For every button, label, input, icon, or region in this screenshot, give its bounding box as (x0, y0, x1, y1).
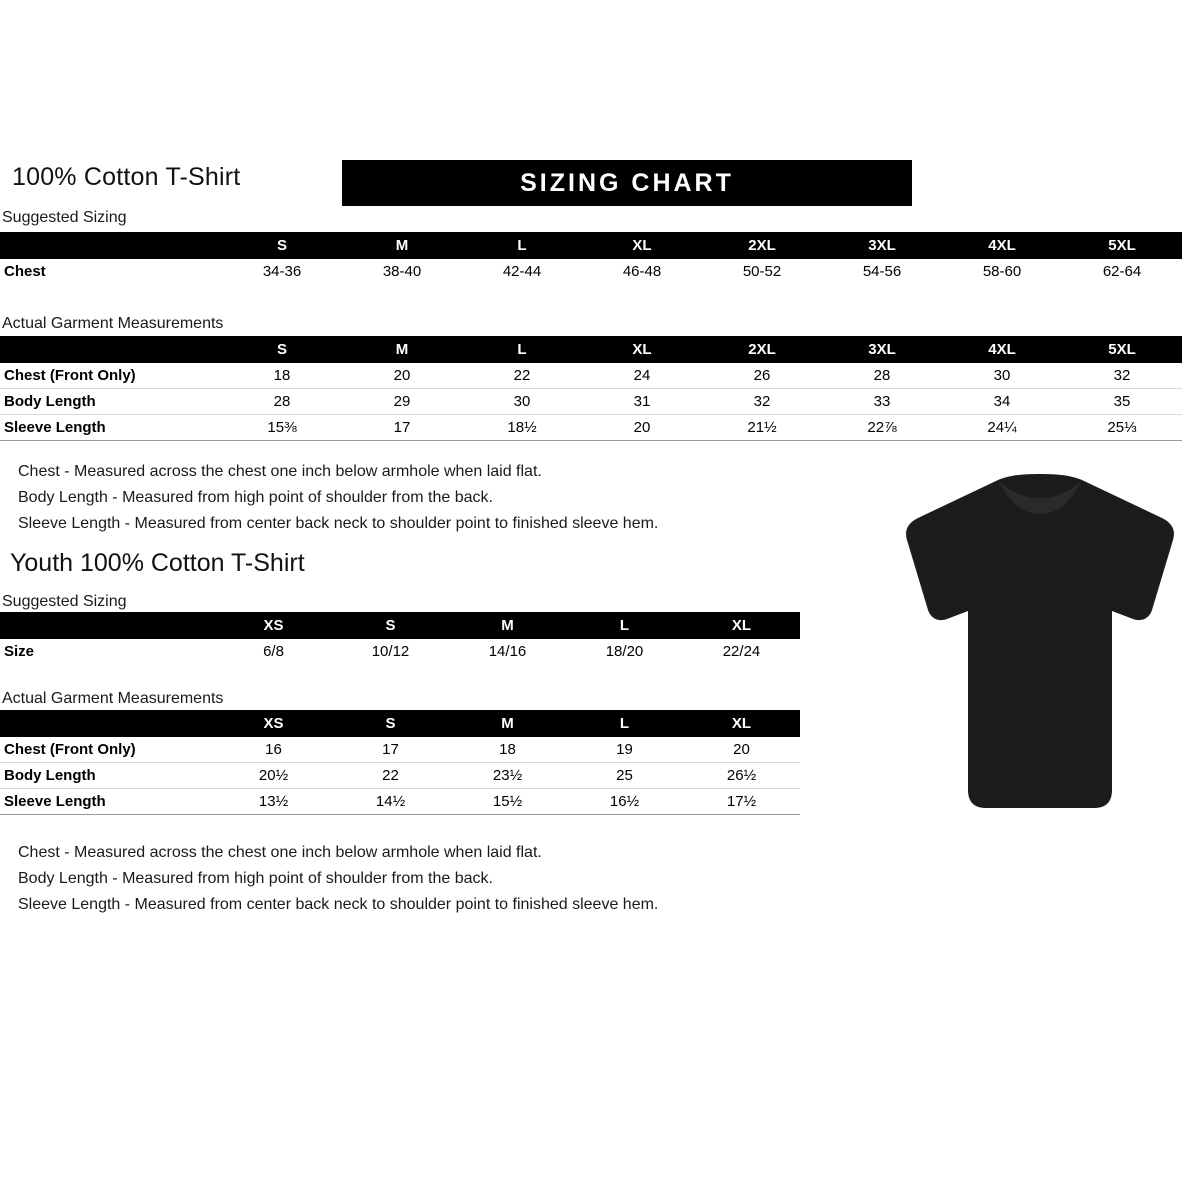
table-cell: 22⅞ (822, 415, 942, 441)
column-header: L (566, 612, 683, 639)
adult-suggested-sizing-table (0, 232, 1182, 284)
row-label: Chest (4, 263, 46, 280)
column-header: L (462, 336, 582, 363)
row-label: Sleeve Length (0, 789, 215, 815)
table-cell: 16½ (566, 789, 683, 815)
table-cell: 20 (683, 737, 800, 763)
row-label: Chest (Front Only) (0, 363, 222, 389)
table-cell: 30 (462, 389, 582, 415)
table-cell: 34-36 (262, 263, 302, 280)
column-header (0, 336, 222, 363)
table-header-row (0, 336, 1182, 363)
row-label: Sleeve Length (0, 415, 222, 441)
column-header: S (222, 336, 342, 363)
table-cell: 6/8 (263, 643, 284, 660)
column-header: 2XL (702, 336, 822, 363)
sizing-chart-banner-label: SIZING CHART (520, 169, 734, 197)
table-cell: 15½ (449, 789, 566, 815)
table-cell: 14½ (332, 789, 449, 815)
table-cell: 62-64 (1102, 263, 1142, 280)
table-cell: 18 (449, 737, 566, 763)
table-cell: 16 (215, 737, 332, 763)
column-header: S (332, 710, 449, 737)
youth-suggested-sizing-table (0, 612, 800, 664)
column-header (0, 612, 215, 639)
column-header: L (462, 232, 582, 259)
table-row (0, 737, 800, 763)
note-line: Chest - Measured across the chest one inch below armhole when laid flat. (18, 463, 542, 480)
column-header: S (222, 232, 342, 259)
table-cell: 28 (822, 363, 942, 389)
tshirt-illustration (890, 470, 1190, 820)
youth-section-title: Youth 100% Cotton T-Shirt (10, 549, 305, 577)
table-row (0, 763, 800, 789)
table-cell: 26½ (683, 763, 800, 789)
row-label: Size (4, 643, 35, 660)
table-cell: 46-48 (622, 263, 662, 280)
table-row (0, 363, 1182, 389)
table-cell: 18½ (462, 415, 582, 441)
table-cell: 54-56 (862, 263, 902, 280)
column-header: XL (683, 612, 800, 639)
table-cell: 31 (582, 389, 702, 415)
table-cell: 18/20 (605, 643, 644, 660)
row-label: Body Length (0, 763, 215, 789)
column-header: 5XL (1062, 232, 1182, 259)
table-cell: 18 (222, 363, 342, 389)
column-header: XL (683, 710, 800, 737)
table-row (0, 415, 1182, 441)
column-header: M (449, 612, 566, 639)
table-cell: 22/24 (722, 643, 761, 660)
table-row (0, 639, 800, 664)
column-header: 2XL (702, 232, 822, 259)
table-cell: 28 (222, 389, 342, 415)
column-header: 3XL (822, 232, 942, 259)
table-cell: 38-40 (382, 263, 422, 280)
column-header (0, 232, 222, 259)
table-cell: 22 (462, 363, 582, 389)
note-line: Sleeve Length - Measured from center back neck to shoulder point to finished sleeve hem. (18, 896, 659, 913)
column-header: 5XL (1062, 336, 1182, 363)
table-cell: 20½ (215, 763, 332, 789)
column-header: XS (215, 612, 332, 639)
table-cell: 42-44 (502, 263, 542, 280)
table-cell: 32 (1062, 363, 1182, 389)
chart-header (12, 160, 1192, 206)
column-header: M (342, 232, 462, 259)
table-cell: 19 (566, 737, 683, 763)
youth-suggested-label: Suggested Sizing (2, 593, 127, 610)
adult-suggested-label: Suggested Sizing (2, 209, 127, 226)
table-cell: 34 (942, 389, 1062, 415)
adult-actual-label: Actual Garment Measurements (2, 315, 224, 332)
table-cell: 32 (702, 389, 822, 415)
youth-actual-label: Actual Garment Measurements (2, 690, 224, 707)
table-cell: 30 (942, 363, 1062, 389)
table-row (0, 789, 800, 815)
adult-actual-measurements-table (0, 336, 1182, 441)
column-header: M (449, 710, 566, 737)
youth-measurement-notes (18, 840, 658, 918)
table-cell: 24¼ (942, 415, 1062, 441)
table-cell: 17 (342, 415, 462, 441)
table-cell: 17½ (683, 789, 800, 815)
column-header: XS (215, 710, 332, 737)
table-header-row (0, 710, 800, 737)
table-cell: 29 (342, 389, 462, 415)
youth-actual-measurements-table (0, 710, 800, 815)
table-cell: 24 (582, 363, 702, 389)
table-cell: 35 (1062, 389, 1182, 415)
table-cell: 58-60 (982, 263, 1022, 280)
tshirt-icon (890, 470, 1190, 820)
table-cell: 13½ (215, 789, 332, 815)
column-header (0, 710, 215, 737)
note-line: Chest - Measured across the chest one inch below armhole when laid flat. (18, 844, 542, 861)
column-header: 4XL (942, 232, 1062, 259)
table-cell: 25⅓ (1062, 415, 1182, 441)
table-cell: 21½ (702, 415, 822, 441)
table-cell: 10/12 (371, 643, 410, 660)
table-cell: 33 (822, 389, 942, 415)
table-header-row (0, 232, 1182, 259)
table-cell: 26 (702, 363, 822, 389)
note-line: Body Length - Measured from high point of shoulder from the back. (18, 489, 493, 506)
column-header: 3XL (822, 336, 942, 363)
table-cell: 22 (332, 763, 449, 789)
column-header: M (342, 336, 462, 363)
table-row (0, 389, 1182, 415)
adult-section-title: 100% Cotton T-Shirt (12, 163, 241, 191)
column-header: XL (582, 336, 702, 363)
sizing-chart-banner (342, 160, 912, 206)
column-header: S (332, 612, 449, 639)
column-header: 4XL (942, 336, 1062, 363)
adult-measurement-notes (18, 459, 658, 537)
table-cell: 20 (342, 363, 462, 389)
column-header: XL (582, 232, 702, 259)
table-cell: 17 (332, 737, 449, 763)
table-cell: 23½ (449, 763, 566, 789)
note-line: Body Length - Measured from high point of shoulder from the back. (18, 870, 493, 887)
table-cell: 25 (566, 763, 683, 789)
table-header-row (0, 612, 800, 639)
note-line: Sleeve Length - Measured from center back neck to shoulder point to finished sleeve hem. (18, 515, 659, 532)
row-label: Body Length (0, 389, 222, 415)
row-label: Chest (Front Only) (0, 737, 215, 763)
table-cell: 15⅜ (222, 415, 342, 441)
table-cell: 20 (582, 415, 702, 441)
table-row (0, 259, 1182, 284)
table-cell: 14/16 (488, 643, 527, 660)
table-cell: 50-52 (742, 263, 782, 280)
column-header: L (566, 710, 683, 737)
